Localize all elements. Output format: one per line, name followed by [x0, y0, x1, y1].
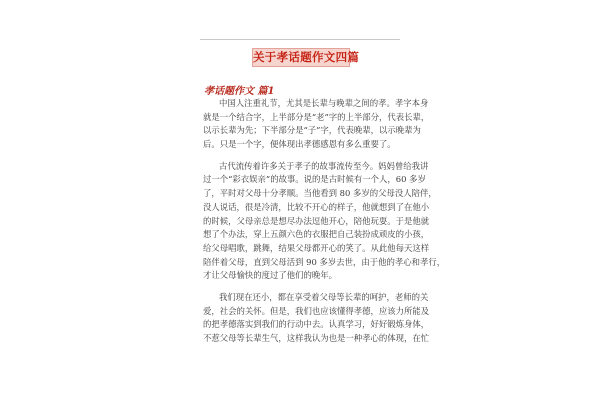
- paragraph-line: 的时候，父母亲总是想尽办法逗他开心，陪他玩耍。于是他就: [203, 215, 430, 226]
- header-divider: [200, 39, 400, 40]
- paragraph-3: [203, 291, 430, 346]
- paragraph-line: 才让父母愉快的度过了他们的晚年。: [203, 270, 337, 281]
- paragraph-line: 古代流传着许多关于孝子的故事流传至今。妈妈曾给我讲: [219, 160, 429, 171]
- paragraph-line: 爱，社会的关怀。但是，我们也应该懂得孝德，应该力所能及: [203, 305, 430, 316]
- paragraph-line: 不惹父母等长辈生气，这样我认为也是一种孝心的体现，在忙: [203, 333, 430, 343]
- paragraph-line: 陪伴着父母，直到父母活到 90 多岁去世，由于他的孝心和孝行，: [203, 256, 446, 267]
- paragraph-line: 的把孝德落实到我们的行动中去。认真学习，好好锻炼身体，: [203, 319, 430, 330]
- paragraph-2: [203, 160, 446, 283]
- section-heading: 孝话题作文 篇1: [204, 86, 275, 97]
- paragraph-line: 没人说话，很是冷清，比较不开心的样子，他就想到了在他小: [203, 201, 430, 212]
- paragraph-line: 过一个“彩衣娱亲”的故事。说的是古时候有一个人，60 多岁: [203, 174, 426, 185]
- document-body: [203, 97, 446, 354]
- document-title: 关于孝话题作文四篇: [252, 48, 350, 67]
- paragraph-line: 中国人注重礼节，尤其是长辈与晚辈之间的孝。孝字本身: [219, 98, 429, 108]
- paragraph-line: 了，平时对父母十分孝顺。当他看到 80 多岁的父母没人陪伴，: [203, 188, 437, 199]
- paragraph-line: 就是一个结合字，上半部分是“老”字的上半部分，代表长辈，: [203, 111, 430, 122]
- paragraph-1: [203, 97, 430, 152]
- paragraph-line: 后。只是一个字，便体现出孝德感恩有多么重要了。: [203, 139, 396, 150]
- paragraph-line: 我们现在还小，都在享受着父母等长辈的呵护，老师的关: [219, 291, 429, 302]
- paragraph-line: 以示长辈为先；下半部分是“子”字，代表晚辈，以示晚辈为: [203, 125, 421, 136]
- paragraph-line: 想了个办法，穿上五颜六色的衣服把自己装扮成顽皮的小孩，: [203, 229, 430, 240]
- paragraph-line: 给父母唱歌，跳舞，结果父母都开心的笑了。从此他每天这样: [203, 242, 430, 253]
